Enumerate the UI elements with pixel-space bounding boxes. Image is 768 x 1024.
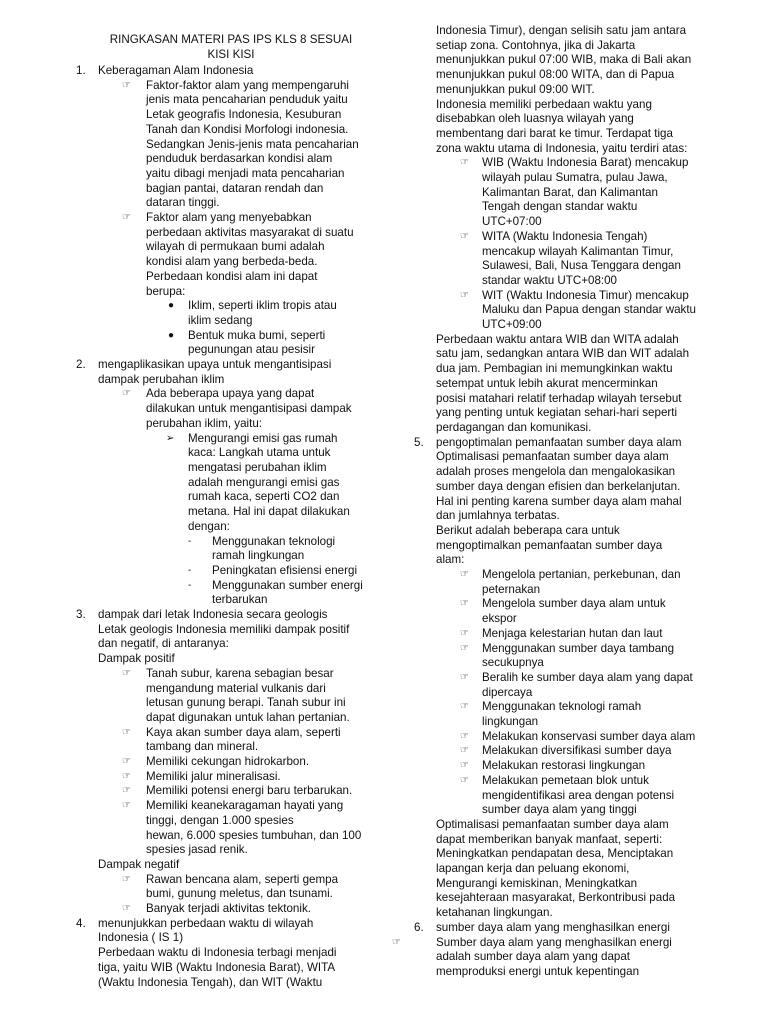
dash-bullet-item <box>76 564 376 579</box>
pointing-hand-icon: ☞ <box>122 667 131 679</box>
bullet-line: Melakukan diversifikasi sumber daya <box>482 744 672 758</box>
pointing-hand-icon: ☞ <box>122 770 131 782</box>
bullet-line: Memiliki cekungan hidrokarbon. <box>146 755 310 769</box>
pointing-hand-icon: ☞ <box>122 785 131 797</box>
bullet-line: dataran tinggi. <box>146 196 220 210</box>
section-line: mengoptimalkan pemanfaatan sumber daya <box>436 538 663 552</box>
bullet-item <box>76 387 376 431</box>
bullet-line: adalah sumber daya alam yang dapat <box>436 950 631 964</box>
bullet-item <box>76 902 376 917</box>
bullet-item <box>414 597 724 626</box>
bullet-line: Memiliki keanekaragaman hayati yang <box>146 799 344 813</box>
bullet-line: WIT (Waktu Indonesia Timur) mencakup <box>482 288 689 302</box>
section-heading: sumber daya alam yang menghasilkan energi <box>436 920 670 934</box>
subheading-negative <box>76 858 376 873</box>
bullet-line: spesies jasad renik. <box>146 843 248 857</box>
bullet-line: mencakup wilayah Kalimantan Timur, <box>482 244 674 258</box>
section-number: 5. <box>414 435 424 449</box>
bullet-line: Rawan bencana alam, seperti gempa <box>146 872 339 886</box>
bullet-line: Melakukan pemetaan blok untuk <box>482 773 649 787</box>
section-number: 2. <box>76 358 86 372</box>
bullet-line: Tanah subur, karena sebagian besar <box>146 666 334 680</box>
section-4 <box>76 917 376 991</box>
bullet-line: wilayah pulau Sumatra, pulau Jawa, <box>482 171 668 185</box>
continuation-paragraph <box>414 333 724 436</box>
timezone-item <box>414 230 724 289</box>
bullet-line: Letak geografis Indonesia, Kesuburan <box>146 108 342 122</box>
bullet-line: penduduk berdasarkan kondisi alam <box>146 152 333 166</box>
bullet-item <box>414 671 724 700</box>
arrow-bullet-item <box>76 432 376 535</box>
pointing-hand-icon: ☞ <box>460 230 469 242</box>
section-3 <box>76 608 376 667</box>
paragraph-line: disebabkan oleh luasnya wilayah yang <box>436 112 634 126</box>
benefits-paragraph <box>414 818 724 921</box>
bullet-item <box>414 759 724 774</box>
bullet-line: Menjaga kelestarian hutan dan laut <box>482 626 663 640</box>
bullet-line: perbedaan aktivitas masyarakat di suatu <box>146 225 354 239</box>
dash-bullet-item <box>76 579 376 608</box>
section-heading: dampak perubahan iklim <box>98 372 225 386</box>
paragraph-line: kesejahteraan masyarakat, Berkontribusi pada <box>436 891 676 905</box>
document-title <box>76 32 376 62</box>
dot-bullet-item <box>76 329 376 358</box>
bullet-line: bagian pantai, dataran rendah dan <box>146 181 324 195</box>
paragraph-line: Perbedaan waktu antara WIB dan WITA adalah <box>436 332 679 346</box>
bullet-line: Kaya akan sumber daya alam, seperti <box>146 725 341 739</box>
pointing-hand-icon: ☞ <box>122 800 131 812</box>
continuation-paragraph <box>414 24 724 156</box>
section-line: Hal ini penting karena sumber daya alam mahal <box>436 494 682 508</box>
pointing-hand-icon: ☞ <box>122 726 131 738</box>
bullet-line: ramah lingkungan <box>212 549 305 563</box>
paragraph-line: menunjukkan pukul 07:00 WIB, maka di Bali akan <box>436 53 692 67</box>
bullet-line: mengandung material vulkanis dari <box>146 681 326 695</box>
left-column <box>76 24 376 990</box>
bullet-line: Peningkatan efisiensi energi <box>212 563 358 577</box>
bullet-item <box>414 700 724 729</box>
section-heading: Keberagaman Alam Indonesia <box>98 64 254 77</box>
bullet-line: Menggunakan teknologi ramah <box>482 700 642 714</box>
arrow-bullet-icon: ➢ <box>166 432 175 444</box>
bullet-item <box>76 667 376 726</box>
bullet-line: pegunungan atau pesisir <box>188 343 315 357</box>
pointing-hand-icon: ☞ <box>460 289 469 301</box>
paragraph-line: Optimalisasi pemanfaatan sumber daya alam <box>436 817 669 831</box>
bullet-line: Beralih ke sumber daya alam yang dapat <box>482 670 693 684</box>
bullet-line: Banyak terjadi aktivitas tektonik. <box>146 902 311 916</box>
bullet-item <box>76 799 376 858</box>
section-line: sumber daya dengan efisien dan berkelanjutan. <box>436 479 681 493</box>
bullet-line: Maluku dan Papua dengan standar waktu <box>482 303 696 317</box>
bullet-line: peternakan <box>482 582 541 596</box>
section-line: Berikut adalah beberapa cara untuk <box>436 523 620 537</box>
pointing-hand-icon: ☞ <box>460 569 469 581</box>
section-number: 6. <box>414 920 424 934</box>
bullet-line: hewan, 6.000 spesies tumbuhan, dan 100 <box>146 828 362 842</box>
bullet-item <box>76 79 376 211</box>
paragraph-line: ketahanan lingkungan. <box>436 906 553 920</box>
paragraph-line: perdagangan dan komunikasi. <box>436 420 592 434</box>
dot-bullet-icon: ● <box>168 329 175 341</box>
bullet-line: dapat digunakan untuk lahan pertanian. <box>146 710 350 724</box>
timezone-item <box>414 289 724 333</box>
pointing-hand-icon: ☞ <box>460 745 469 757</box>
bullet-item <box>76 211 376 299</box>
paragraph-line: satu jam, sedangkan antara WIB dan WIT adalah <box>436 347 690 361</box>
subheading-text: Dampak negatif <box>98 857 180 871</box>
bullet-line: Faktor alam yang menyebabkan <box>146 211 312 225</box>
pointing-hand-icon: ☞ <box>460 701 469 713</box>
bullet-line: terbarukan <box>212 593 268 607</box>
bullet-line: perubahan iklim, yaitu: <box>146 416 262 430</box>
section-1 <box>76 64 376 79</box>
paragraph-line: setiap zona. Contohnya, jika di Jakarta <box>436 38 636 52</box>
bullet-line: Ada beberapa upaya yang dapat <box>146 387 315 401</box>
section-number: 1. <box>76 64 86 77</box>
bullet-line: Bentuk muka bumi, seperti <box>188 328 326 342</box>
bullet-line: Iklim, seperti iklim tropis atau <box>188 299 337 313</box>
bullet-line: rumah kaca, seperti CO2 dan <box>188 490 340 504</box>
pointing-hand-icon: ☞ <box>460 642 469 654</box>
bullet-line: tinggi, dengan 1.000 spesies <box>146 813 294 827</box>
bullet-line: Menggunakan sumber energi <box>212 578 363 592</box>
bullet-line: Memiliki jalur mineralisasi. <box>146 769 281 783</box>
bullet-item <box>76 755 376 770</box>
section-line: pengoptimalan pemanfaatan sumber daya alam <box>436 435 682 449</box>
bullet-line: UTC+09:00 <box>482 318 542 332</box>
section-line: Perbedaan waktu di Indonesia terbagi menjadi <box>98 946 337 960</box>
paragraph-line: Mengurangi kemiskinan, Meningkatkan <box>436 876 638 890</box>
bullet-item <box>414 730 724 745</box>
pointing-hand-icon: ☞ <box>460 730 469 742</box>
bullet-line: Tengah dengan standar waktu <box>482 200 638 214</box>
section-5 <box>414 436 724 568</box>
bullet-line: Kalimantan Barat, dan Kalimantan <box>482 185 658 199</box>
section-line: Indonesia ( IS 1) <box>98 931 184 945</box>
pointing-hand-icon: ☞ <box>460 774 469 786</box>
bullet-line: Tanah dan Kondisi Morfologi indonesia. <box>146 122 349 136</box>
bullet-line: Mengelola pertanian, perkebunan, dan <box>482 568 681 582</box>
dash-bullet-icon: - <box>188 579 192 591</box>
paragraph-line: menunjukkan pukul 08:00 WITA, dan di Papua <box>436 68 675 82</box>
bullet-line: WIB (Waktu Indonesia Barat) mencakup <box>482 156 689 170</box>
section-line: dan jumlahnya terbatas. <box>436 509 560 523</box>
bullet-item <box>76 726 376 755</box>
right-column <box>392 24 724 980</box>
dash-bullet-icon: - <box>188 564 192 576</box>
pointing-hand-icon: ☞ <box>122 388 131 400</box>
bullet-line: Mengurangi emisi gas rumah <box>188 431 338 445</box>
pointing-hand-icon: ☞ <box>122 756 131 768</box>
bullet-line: Sulawesi, Bali, Nusa Tenggara dengan <box>482 259 681 273</box>
bullet-line: memproduksi energi untuk kepentingan <box>436 965 640 978</box>
dash-bullet-item <box>76 535 376 564</box>
bullet-line: secukupnya <box>482 656 544 670</box>
paragraph-line: posisi matahari relatif terhadap wilayah tersebut <box>436 391 682 405</box>
pointing-hand-icon: ☞ <box>122 212 131 224</box>
paragraph-line: dapat memberikan banyak manfaat, seperti: <box>436 832 663 846</box>
bullet-line: kaca: Langkah utama untuk <box>188 446 331 460</box>
title-line: KISI KISI <box>207 48 255 61</box>
bullet-line: Sedangkan Jenis-jenis mata pencaharian <box>146 137 359 151</box>
paragraph-line: zona waktu utama di Indonesia, yaitu terdiri atas: <box>436 141 688 155</box>
bullet-line: dengan: <box>188 519 230 533</box>
bullet-item <box>76 784 376 799</box>
bullet-line: yaitu dibagi menjadi mata pencaharian <box>146 166 345 180</box>
section-line: alam: <box>436 553 465 567</box>
section-6 <box>414 921 724 936</box>
section-line: tiga, yaitu WIB (Waktu Indonesia Barat), WITA <box>98 960 336 974</box>
pointing-hand-icon: ☞ <box>460 671 469 683</box>
bullet-item <box>414 774 724 818</box>
paragraph-line: setempat untuk lebih akurat mencerminkan <box>436 376 658 390</box>
bullet-line: dipercaya <box>482 685 533 699</box>
section-line: dampak dari letak Indonesia secara geologis <box>98 608 328 622</box>
bullet-item <box>414 568 724 597</box>
dot-bullet-item <box>76 299 376 328</box>
bullet-line: Faktor-faktor alam yang mempengaruhi <box>146 78 349 92</box>
bullet-line: jenis mata pencaharian penduduk yaitu <box>146 93 348 107</box>
bullet-item <box>392 935 724 980</box>
bullet-line: kondisi alam yang berbeda-beda. <box>146 255 318 269</box>
pointing-hand-icon: ☞ <box>460 157 469 169</box>
bullet-line: dilakukan untuk mengantisipasi dampak <box>146 402 352 416</box>
bullet-line: metana. Hal ini dapat dilakukan <box>188 505 350 519</box>
section-number: 4. <box>76 916 86 930</box>
bullet-line: sumber daya alam yang tinggi <box>482 803 637 817</box>
timezone-item <box>414 156 724 230</box>
bullet-line: berupa: <box>146 284 186 298</box>
bullet-item <box>414 642 724 671</box>
bullet-line: Perbedaan kondisi alam ini dapat <box>146 269 318 283</box>
title-line: RINGKASAN MATERI PAS IPS KLS 8 SESUAI <box>109 33 353 46</box>
bullet-line: letusan gunung berapi. Tanah subur ini <box>146 696 346 710</box>
section-heading: mengaplikasikan upaya untuk mengantisipasi <box>98 358 332 372</box>
bullet-line: Sumber daya alam yang menghasilkan energi <box>436 935 672 949</box>
dash-bullet-icon: - <box>188 535 192 547</box>
paragraph-line: membentang dari barat ke timur. Terdapat tiga <box>436 126 673 140</box>
bullet-line: mengatasi perubahan iklim <box>188 460 327 474</box>
pointing-hand-icon: ☞ <box>122 873 131 885</box>
bullet-line: iklim sedang <box>188 313 253 327</box>
bullet-line: Melakukan restorasi lingkungan <box>482 759 646 773</box>
bullet-line: adalah mengurangi emisi gas <box>188 475 340 489</box>
paragraph-line: Indonesia Timur), dengan selisih satu jam antara <box>436 24 687 37</box>
pointing-hand-icon: ☞ <box>122 79 131 91</box>
bullet-line: Menggunakan teknologi <box>212 534 336 548</box>
paragraph-line: menunjukkan pukul 09:00 WIT. <box>436 82 595 96</box>
bullet-line: bumi, gunung meletus, dan tsunami. <box>146 887 333 901</box>
bullet-line: Memiliki potensi energi baru terbarukan. <box>146 784 353 798</box>
section-line: menunjukkan perbedaan waktu di wilayah <box>98 916 314 930</box>
bullet-line: WITA (Waktu Indonesia Tengah) <box>482 229 648 243</box>
paragraph-line: Meningkatkan pendapatan desa, Menciptakan <box>436 847 674 861</box>
pointing-hand-icon: ☞ <box>460 627 469 639</box>
paragraph-line: yang penting untuk kegiatan sehari-hari seperti <box>436 406 678 420</box>
bullet-line: lingkungan <box>482 715 539 729</box>
section-line: (Waktu Indonesia Tengah), dan WIT (Waktu <box>98 975 323 989</box>
bullet-line: Melakukan konservasi sumber daya alam <box>482 729 696 743</box>
bullet-item <box>414 744 724 759</box>
dot-bullet-icon: ● <box>168 300 175 312</box>
bullet-line: ekspor <box>482 612 517 626</box>
pointing-hand-icon: ☞ <box>460 598 469 610</box>
section-line: adalah proses mengelola dan mengalokasikan <box>436 465 676 479</box>
bullet-line: tambang dan mineral. <box>146 740 259 754</box>
pointing-hand-icon: ☞ <box>122 903 131 915</box>
bullet-item <box>76 873 376 902</box>
paragraph-line: dua jam. Pembagian ini memungkinkan waktu <box>436 362 673 376</box>
bullet-line: Mengelola sumber daya alam untuk <box>482 597 666 611</box>
bullet-item <box>414 627 724 642</box>
bullet-line: mengidentifikasi area dengan potensi <box>482 788 675 802</box>
bullet-line: standar waktu UTC+08:00 <box>482 273 618 287</box>
bullet-line: UTC+07:00 <box>482 215 542 229</box>
pointing-hand-icon: ☞ <box>460 760 469 772</box>
bullet-line: Menggunakan sumber daya tambang <box>482 641 675 655</box>
subheading-positive: Dampak positif <box>98 652 175 666</box>
bullet-line: wilayah di permukaan bumi adalah <box>146 240 325 254</box>
bullet-item <box>76 770 376 785</box>
section-line: Optimalisasi pemanfaatan sumber daya alam <box>436 450 669 464</box>
pointing-hand-icon: ☞ <box>392 936 401 948</box>
section-line: Letak geologis Indonesia memiliki dampak positif <box>98 622 350 636</box>
section-line: dan negatif, di antaranya: <box>98 637 229 651</box>
section-2 <box>76 358 376 387</box>
section-number: 3. <box>76 608 86 622</box>
paragraph-line: Indonesia memiliki perbedaan waktu yang <box>436 97 652 111</box>
paragraph-line: lapangan kerja dan peluang ekonomi, <box>436 862 630 876</box>
